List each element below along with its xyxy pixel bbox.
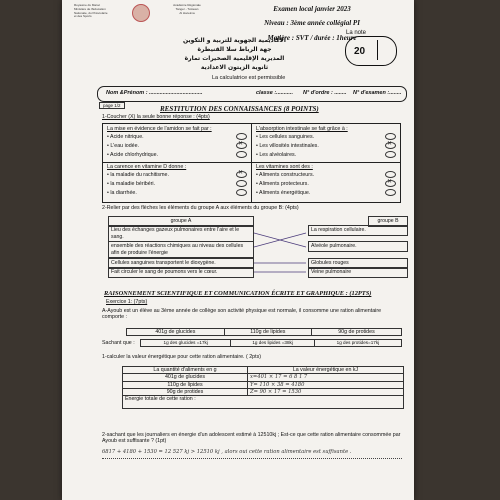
mcq-group-title: La mise en évidence de l'amidon se fait par : xyxy=(107,126,212,132)
mcq-divider xyxy=(251,124,252,202)
mcq-option[interactable]: • Acide nitrique. xyxy=(107,132,247,141)
option-checkbox[interactable] xyxy=(236,180,247,187)
sufficiency-question: 2-sachant que les journaliers en énergie d'un adolescent estimé à 12510kj ; Est-ce que cette ration alimentaire consommée par Ayoub est suffisante ? (1pt) xyxy=(102,432,401,445)
mcq-option[interactable]: • Aliments constructeurs. xyxy=(256,170,396,179)
mcq-group-title: L'absorption intestinale se fait grâce à : xyxy=(256,126,348,132)
mcq-option[interactable]: • Aliments énergétique. xyxy=(256,188,396,197)
matching-arrows xyxy=(252,225,308,277)
factor-cell: 1g des protides=17kj xyxy=(314,340,401,347)
energy-table-header: La valeur énergétique en kJ xyxy=(248,367,404,374)
header-line: Royaume du Maroc xyxy=(74,3,101,7)
sufficiency-answer[interactable]: 6817 + 4180 + 1530 = 12 527 kj > 12510 kj , alors oui cette ration alimentaire est suffisante . xyxy=(102,448,402,459)
mcq-group-4 xyxy=(256,164,396,197)
calculator-note: La calculatrice est permissible xyxy=(212,75,286,81)
ration-cell: 401g de glucides xyxy=(127,329,225,336)
name-field[interactable]: Nom &Prénom : ................................... xyxy=(106,90,203,96)
mcq-group-title: Les vitamines sont des : xyxy=(256,164,313,170)
mcq-option[interactable]: • la diarrhée. xyxy=(107,188,247,197)
note-label: La note xyxy=(346,30,367,36)
ration-cell: 90g de protides xyxy=(311,329,401,336)
exam-sheet xyxy=(62,0,414,500)
question-1-text: 1-Coucher (X) la seule bonne réponse : (4pts) xyxy=(102,114,210,120)
group-b-item[interactable]: La respiration cellulaire. xyxy=(308,225,408,236)
mcq-option[interactable]: • Acide chlorhydrique. xyxy=(107,150,247,159)
arabic-line: ثانوية الزيتون الاعدادية xyxy=(200,64,269,71)
mcq-divider xyxy=(103,162,400,163)
question-1 xyxy=(102,114,210,120)
section2-title: RAISONNEMENT SCIENTIFIQUE ET COMMUNICATION ÉCRITE ET GRAPHIQUE : (12PTS) xyxy=(104,290,372,297)
calc-question: 1-calculer la valeur énergétique pour cette ration alimentaire. ( 2pts) xyxy=(102,354,261,360)
mcq-box xyxy=(102,123,401,203)
mcq-group-title: La carence en vitamine D donne : xyxy=(107,164,187,170)
option-checkbox-checked[interactable] xyxy=(385,142,396,149)
header-line: Tanger - Tétouan xyxy=(175,6,199,11)
group-a-item[interactable]: ensemble des réactions chimiques au niveau des cellules afin de produire l'énergie xyxy=(108,241,254,258)
mcq-option[interactable]: • Aliments protecteurs. ✕ xyxy=(256,179,396,188)
energy-table-cell: 90g de protides xyxy=(123,389,248,396)
mcq-option[interactable]: • L'eau iodée. ✕ xyxy=(107,141,247,150)
section1-title: RESTITUTION DES CONNAISSANCES (8 POINTS) xyxy=(160,105,319,113)
group-a-item[interactable]: Fait circuler le sang de poumons vers le cœur. xyxy=(108,267,254,278)
energy-table-answer[interactable]: x=401 × 17 = 6 8 1 7 xyxy=(248,374,404,381)
note-divider xyxy=(377,40,394,60)
option-checkbox[interactable] xyxy=(236,189,247,196)
mcq-group-1 xyxy=(107,126,247,159)
header-line: Académie Régionale xyxy=(173,3,201,7)
mcq-option[interactable]: • la maladie béribéri. xyxy=(107,179,247,188)
energy-table-answer[interactable]: Y= 110 × 38 = 4180 xyxy=(248,381,404,388)
energy-table-header: La quantité d'aliments en g xyxy=(123,367,248,374)
option-checkbox[interactable] xyxy=(385,171,396,178)
option-checkbox-checked[interactable] xyxy=(236,142,247,149)
ration-table xyxy=(126,328,402,336)
group-b-item[interactable]: Alvéole pulmonaire. xyxy=(308,241,408,252)
note-value: 20 xyxy=(354,46,366,57)
mcq-option[interactable]: • Les alvéolaires. xyxy=(256,150,396,159)
sachant-label: Sachant que : xyxy=(102,340,135,346)
energy-total-cell[interactable]: Energie totale de cette ration : xyxy=(123,396,404,409)
academy-header xyxy=(158,4,216,15)
header-line: Al Hoceima xyxy=(179,10,195,15)
student-identity-box[interactable] xyxy=(97,86,407,102)
exam-subject: Matière : SVT / durée : 1heure xyxy=(267,33,357,42)
factor-cell: 1g des glucides =17kj xyxy=(141,340,231,347)
exercise-title: Exercice 1: (7pts) xyxy=(106,299,148,305)
group-b-title: groupe B xyxy=(368,216,408,227)
mcq-group-3 xyxy=(107,164,247,197)
header-line: Ministère de l'Education xyxy=(74,6,106,11)
exam-title: Examen local janvier 2023 xyxy=(273,5,351,13)
option-checkbox[interactable] xyxy=(236,151,247,158)
exercise-intro: A-Ayoub est un élève au 3ème année de collège son activité physique est normale, il consomme une ration alimentaire comporte : xyxy=(102,308,382,321)
order-field[interactable]: N° d'ordre : ........ xyxy=(303,90,347,96)
arabic-line: جهة الرباط سلا القنيطرة xyxy=(197,46,272,53)
mcq-option[interactable]: • Les cellules sanguines. xyxy=(256,132,396,141)
arabic-line: الأكاديمية الجهوية للتربية و التكوين xyxy=(183,37,286,44)
energy-table-answer[interactable]: Z= 90 × 17 = 1530 xyxy=(248,389,404,396)
header-line: Nationale, du Préscolaire xyxy=(74,10,108,15)
class-field[interactable]: classe :........... xyxy=(256,90,293,96)
group-a-item[interactable]: Cellules sanguines transportent le dioxygène. xyxy=(108,258,254,269)
option-checkbox-checked[interactable] xyxy=(236,171,247,178)
exam-number-field[interactable]: N° d'examen :........ xyxy=(353,90,402,96)
option-checkbox[interactable] xyxy=(236,133,247,140)
group-a-item[interactable]: Lieu des échanges gazeux pulmonaires entre l'aire et le sang. xyxy=(108,225,254,242)
option-checkbox[interactable] xyxy=(385,189,396,196)
option-checkbox[interactable] xyxy=(385,133,396,140)
group-b-item[interactable]: Globules rouges xyxy=(308,258,408,269)
arabic-line: المديرية الإقليمية الصخيرات تمارة xyxy=(184,55,285,62)
group-a-title: groupe A xyxy=(108,216,254,227)
energy-table xyxy=(122,366,404,409)
option-checkbox[interactable] xyxy=(385,151,396,158)
energy-factor-table xyxy=(140,339,402,347)
mcq-group-2 xyxy=(256,126,396,159)
page-number: page 1/2 xyxy=(99,102,125,109)
option-checkbox-checked[interactable] xyxy=(385,180,396,187)
energy-table-cell: 401g de glucides xyxy=(123,374,248,381)
mcq-option[interactable]: • la maladie du rachitisme. ✕ xyxy=(107,170,247,179)
emblem-logo xyxy=(132,4,150,22)
mcq-option[interactable]: • Les villosités intestinales. ✕ xyxy=(256,141,396,150)
energy-table-cell: 110g de lipides xyxy=(123,381,248,388)
question-2: 2-Relier par des flèches les éléments du groupe A aux éléments du groupe B: (4pts) xyxy=(102,205,299,211)
header-line: et des Sports xyxy=(74,14,92,19)
factor-cell: 1g des lipides =38kj xyxy=(231,340,314,347)
group-b-item[interactable]: Veine pulmonaire xyxy=(308,267,408,278)
exam-level: Niveau : 3ème année collégial PI xyxy=(264,19,360,28)
ration-cell: 110g de lipides xyxy=(224,329,311,336)
